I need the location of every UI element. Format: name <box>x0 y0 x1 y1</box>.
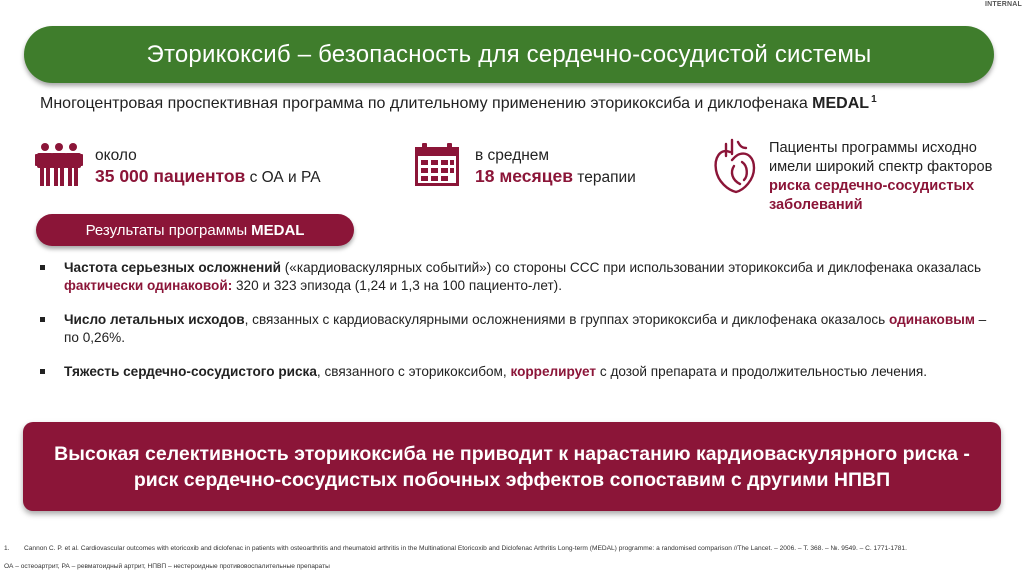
bullet-marker <box>40 265 45 270</box>
classification-label: INTERNAL <box>985 1 1022 8</box>
stat-duration-suffix: терапии <box>577 169 636 186</box>
conclusion-banner <box>23 422 1001 511</box>
bullet-text-end: 320 и 323 эпизода (1,24 и 1,3 на 100 пациенто-лет). <box>232 278 562 293</box>
stat-patients-value: 35 000 пациентов <box>95 166 246 186</box>
stat-risk-line2: имели широкий спектр факторов <box>769 159 993 175</box>
stat-risk-line1: Пациенты программы исходно <box>769 140 977 156</box>
stat-patients-suffix: с ОА и РА <box>249 169 321 186</box>
page-title: Эторикоксиб – безопасность для сердечно-сосудистой системы <box>146 40 872 68</box>
bullet-bold: Тяжесть сердечно-сосудистого риска <box>64 364 317 379</box>
bullet-marker <box>40 369 45 374</box>
bullet-marker <box>40 317 45 322</box>
list-item <box>40 363 990 381</box>
results-pill-text: Результаты программы <box>85 221 248 239</box>
stat-patients <box>95 145 321 188</box>
stat-duration-value: 18 месяцев <box>475 166 573 186</box>
stat-risk-highlight1: риска сердечно-сосудистых <box>769 178 975 194</box>
subtitle-text: Многоцентровая проспективная программа по длительному применению эторикоксиба и диклофенака <box>40 95 808 112</box>
bullet-bold: Число летальных исходов <box>64 312 245 327</box>
stat-patients-label: около <box>95 147 137 164</box>
footnote-text: Cannon C. P. et al. Cardiovascular outcomes with etoricoxib and diclofenac in patients with osteoarthritis and rheumatoid arthritis in the Multinational Etoricoxib and Diclofenac Arthritis Long-term (MEDAL) programme: a randomised comparison //The Lancet. – 2006. – Т. 368. – №. 9549. – С. 1771-1781. <box>24 545 907 552</box>
bullet-text-end: – по 0,26%. <box>64 312 987 345</box>
conclusion-text: Высокая селективность эторикоксиба не приводит к нарастанию кардиоваскулярного риска - риск сердечно-сосудистых побочных эффектов сопоставим с другими НПВП <box>54 442 970 491</box>
footnote-number: 1. <box>4 545 10 552</box>
results-pill <box>36 214 354 246</box>
list-item <box>40 311 990 347</box>
bullet-highlight: коррелирует <box>510 364 597 379</box>
stat-duration <box>475 145 636 188</box>
reference-footnote <box>4 544 1014 553</box>
bullet-text: («кардиоваскулярных событий») со стороны ССС при использовании эторикоксиба и диклофенака оказалась <box>280 260 982 275</box>
stat-duration-label: в среднем <box>475 147 550 164</box>
bullet-bold: Частота серьезных осложнений <box>64 260 281 275</box>
subtitle-bold: MEDAL <box>812 95 870 112</box>
calendar-icon <box>414 143 460 187</box>
bullet-highlight: одинаковым <box>889 312 975 327</box>
list-item <box>40 259 990 295</box>
bullet-text-end: с дозой препарата и продолжительностью лечения. <box>596 364 928 379</box>
subtitle <box>40 94 877 113</box>
heart-icon <box>712 138 758 194</box>
bullet-highlight: фактически одинаковой: <box>64 278 233 293</box>
bullet-text: , связанных с кардиоваскулярными осложнениями в группах эторикоксиба и диклофенака оказалось <box>244 312 890 327</box>
results-list <box>40 259 990 397</box>
people-icon <box>34 142 84 188</box>
subtitle-footnote-ref: 1 <box>871 94 877 105</box>
stat-risk-highlight2: заболеваний <box>769 197 863 213</box>
bullet-text: , связанного с эторикоксибом, <box>316 364 511 379</box>
title-bar <box>24 26 994 83</box>
abbreviations-note: ОА – остеоартрит, РА – ревматоидный артрит, НПВП – нестероидные противовоспалительные препараты <box>4 563 330 570</box>
results-pill-bold: MEDAL <box>251 221 305 239</box>
stat-risk <box>769 139 992 215</box>
